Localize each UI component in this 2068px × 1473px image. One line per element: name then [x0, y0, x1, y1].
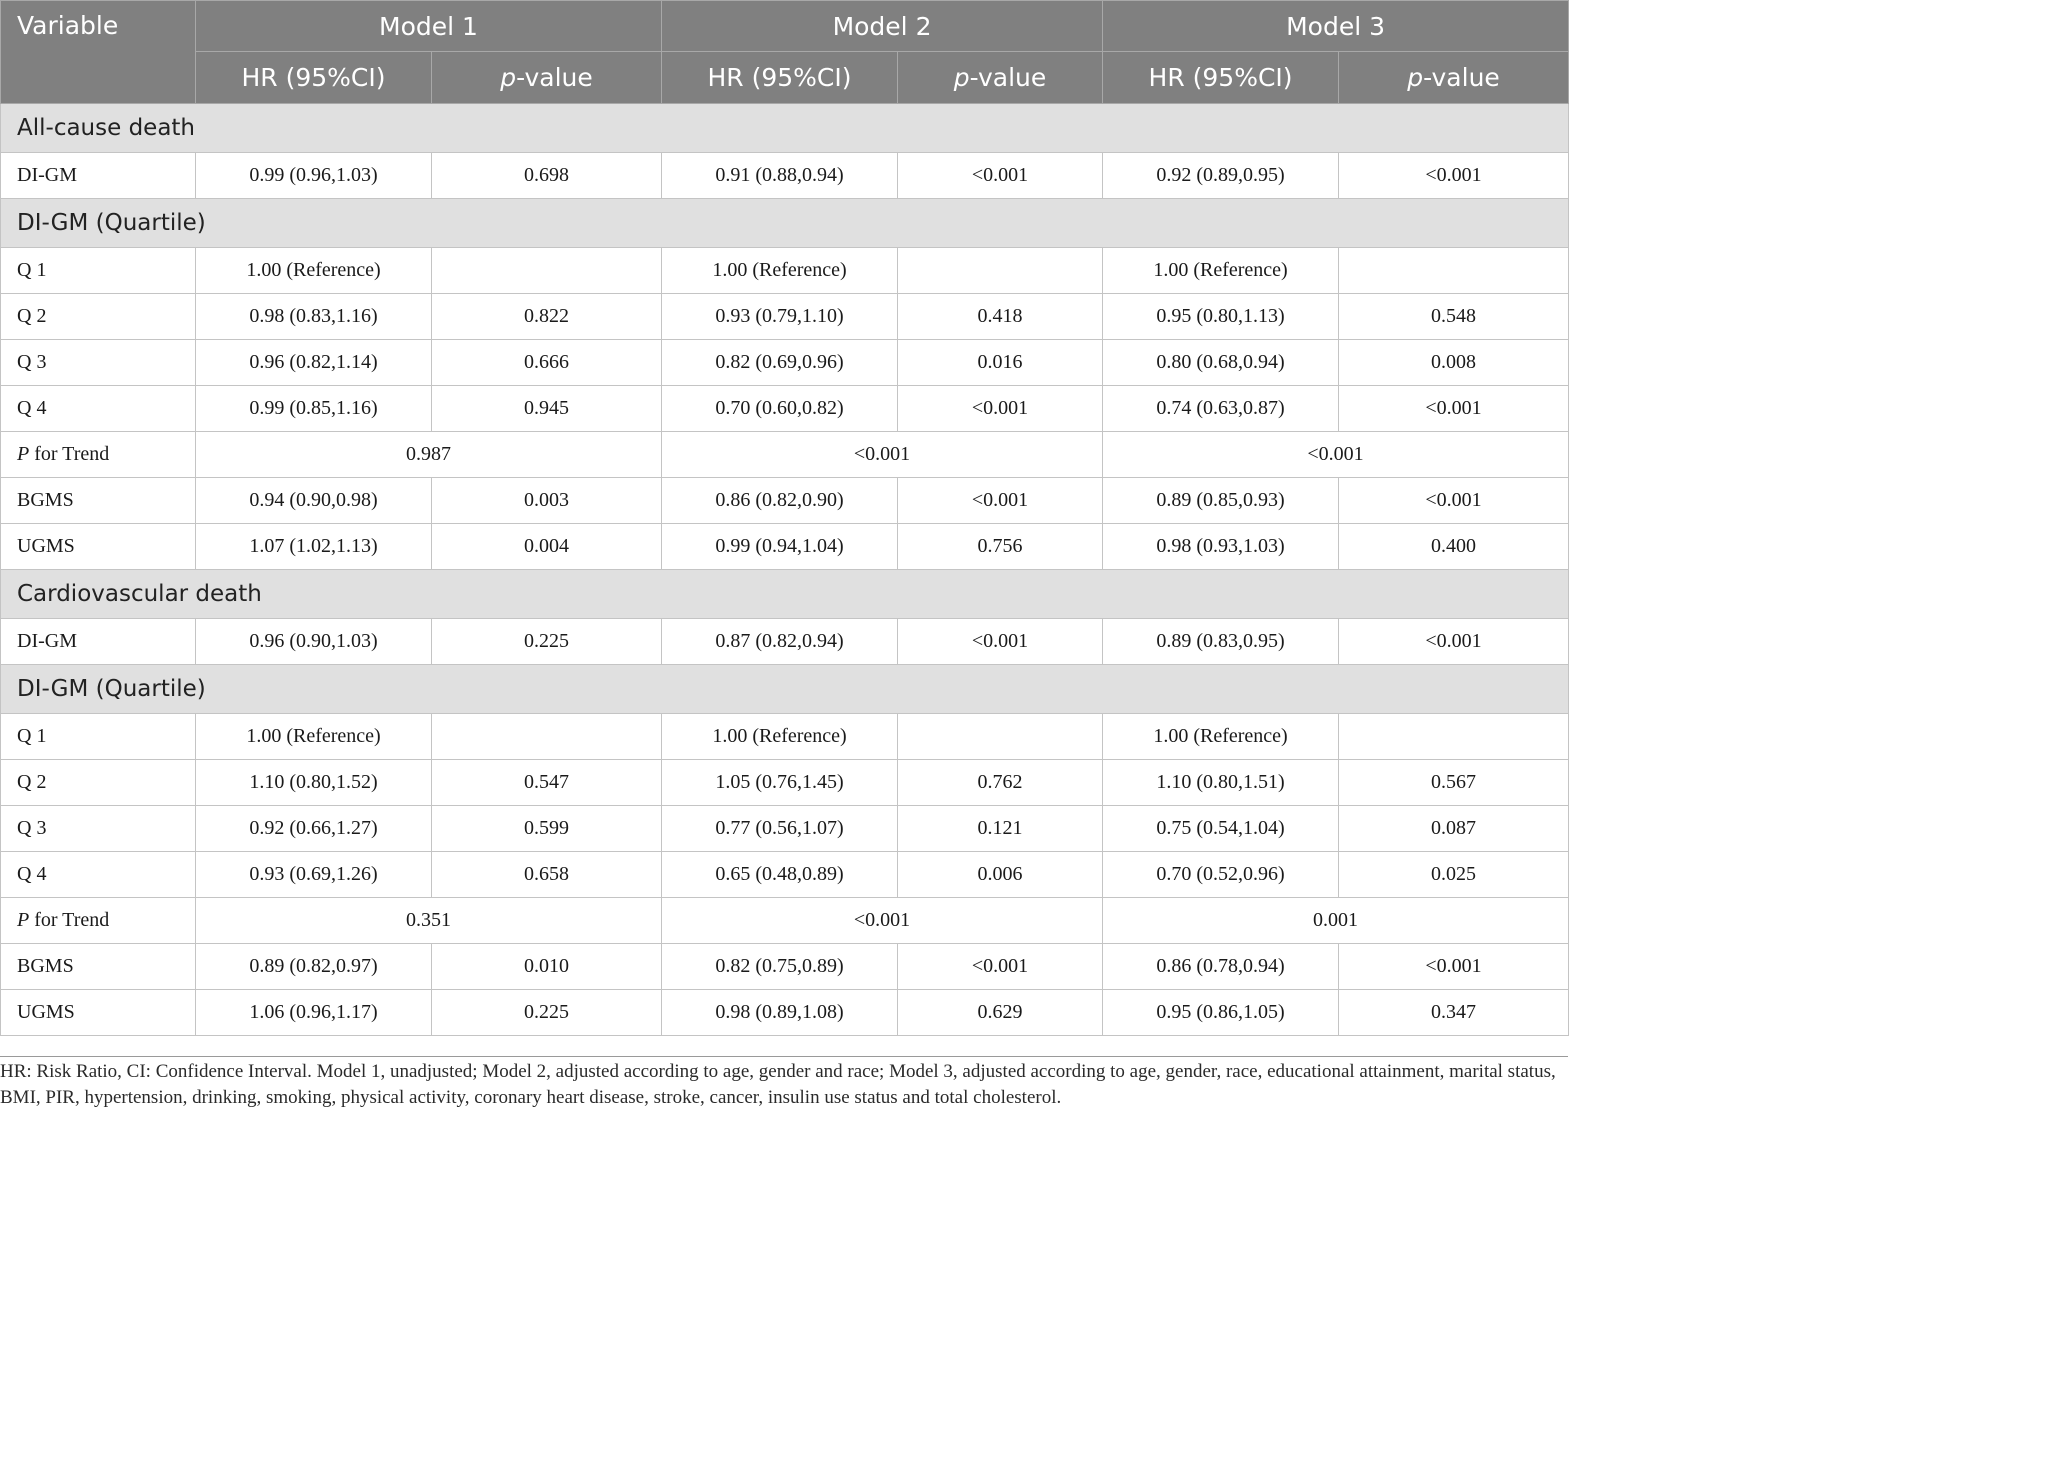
row-label: Q 1 — [1, 714, 196, 760]
p-value-cell: 0.599 — [432, 806, 662, 852]
p-value-header — [432, 52, 662, 104]
p-value-cell: 0.698 — [432, 153, 662, 199]
hr-cell: 0.96 (0.82,1.14) — [196, 340, 432, 386]
table-header — [1, 1, 1569, 104]
row-label: Q 2 — [1, 760, 196, 806]
hr-cell: 1.00 (Reference) — [1103, 714, 1339, 760]
p-value-cell: <0.001 — [1339, 944, 1569, 990]
table-row-digm — [1, 619, 1569, 665]
model-1-header: Model 1 — [196, 1, 662, 52]
model-3-header: Model 3 — [1103, 1, 1569, 52]
hr-cell: 0.95 (0.86,1.05) — [1103, 990, 1339, 1036]
p-value-cell: <0.001 — [898, 386, 1103, 432]
hr-cell: 0.93 (0.69,1.26) — [196, 852, 432, 898]
p-value-cell: 0.008 — [1339, 340, 1569, 386]
hr-cell: 1.06 (0.96,1.17) — [196, 990, 432, 1036]
table-row-quartile — [1, 386, 1569, 432]
hr-cell: 0.86 (0.78,0.94) — [1103, 944, 1339, 990]
table-footnote: HR: Risk Ratio, CI: Confidence Interval. Model 1, unadjusted; Model 2, adjusted according to age, gender and race; Model 3, adjusted according to age, gender, race, educational attainment, marital status, BMI, PIR, hypertension, drinking, smoking, physical activity, coronary heart disease, stroke, cancer, insulin use status and total cholesterol. — [0, 1056, 1568, 1111]
p-value-cell: 0.658 — [432, 852, 662, 898]
p-value-header — [1339, 52, 1569, 104]
section-title: DI-GM (Quartile) — [1, 665, 1569, 714]
hr-cell: 0.89 (0.82,0.97) — [196, 944, 432, 990]
p-value-cell: <0.001 — [1339, 619, 1569, 665]
trend-p-cell: 0.001 — [1103, 898, 1569, 944]
p-italic: p — [1407, 63, 1424, 92]
table-row-quartile — [1, 294, 1569, 340]
hr-header: HR (95%CI) — [1103, 52, 1339, 104]
table-row-trend — [1, 898, 1569, 944]
hr-cell: 0.99 (0.96,1.03) — [196, 153, 432, 199]
table-row-quartile — [1, 248, 1569, 294]
p-value-cell: 0.225 — [432, 619, 662, 665]
hr-cell: 0.74 (0.63,0.87) — [1103, 386, 1339, 432]
trend-label-rest: for Trend — [29, 909, 110, 931]
p-rest: -value — [1423, 63, 1500, 92]
hr-cell: 0.99 (0.85,1.16) — [196, 386, 432, 432]
hr-cell: 0.94 (0.90,0.98) — [196, 478, 432, 524]
hr-cell: 0.80 (0.68,0.94) — [1103, 340, 1339, 386]
p-value-cell: <0.001 — [898, 944, 1103, 990]
hr-cell: 0.98 (0.93,1.03) — [1103, 524, 1339, 570]
p-value-cell: 0.003 — [432, 478, 662, 524]
p-value-cell: 0.567 — [1339, 760, 1569, 806]
table-row-digm — [1, 153, 1569, 199]
row-label: DI-GM — [1, 153, 196, 199]
trend-p-cell: <0.001 — [662, 898, 1103, 944]
model-2-header: Model 2 — [662, 1, 1103, 52]
p-value-cell: <0.001 — [1339, 386, 1569, 432]
row-label: UGMS — [1, 990, 196, 1036]
row-label: Q 1 — [1, 248, 196, 294]
hr-cell: 1.00 (Reference) — [196, 248, 432, 294]
trend-p-cell: <0.001 — [662, 432, 1103, 478]
hr-cell: 0.82 (0.75,0.89) — [662, 944, 898, 990]
p-value-header — [898, 52, 1103, 104]
hr-cell: 0.87 (0.82,0.94) — [662, 619, 898, 665]
hr-cell: 0.89 (0.83,0.95) — [1103, 619, 1339, 665]
table-row-quartile — [1, 760, 1569, 806]
trend-p-cell: 0.351 — [196, 898, 662, 944]
hr-cell: 0.98 (0.89,1.08) — [662, 990, 898, 1036]
p-value-cell: 0.347 — [1339, 990, 1569, 1036]
p-value-cell: 0.548 — [1339, 294, 1569, 340]
hr-cell: 0.98 (0.83,1.16) — [196, 294, 432, 340]
row-label: Q 4 — [1, 386, 196, 432]
row-label: Q 4 — [1, 852, 196, 898]
p-value-cell: 0.400 — [1339, 524, 1569, 570]
hr-cell: 1.05 (0.76,1.45) — [662, 760, 898, 806]
p-value-cell: 0.945 — [432, 386, 662, 432]
hr-cell: 1.00 (Reference) — [196, 714, 432, 760]
hr-cell: 0.86 (0.82,0.90) — [662, 478, 898, 524]
hr-cell: 0.92 (0.89,0.95) — [1103, 153, 1339, 199]
hr-cell: 0.91 (0.88,0.94) — [662, 153, 898, 199]
section-header — [1, 570, 1569, 619]
table-row-bgms — [1, 478, 1569, 524]
p-value-cell: <0.001 — [1339, 153, 1569, 199]
hr-cell: 0.75 (0.54,1.04) — [1103, 806, 1339, 852]
p-value-cell: <0.001 — [898, 153, 1103, 199]
p-value-cell — [898, 248, 1103, 294]
p-value-cell: 0.010 — [432, 944, 662, 990]
p-value-cell: 0.762 — [898, 760, 1103, 806]
p-value-cell: 0.418 — [898, 294, 1103, 340]
p-value-cell — [432, 714, 662, 760]
row-label — [1, 898, 196, 944]
hr-cell: 0.82 (0.69,0.96) — [662, 340, 898, 386]
p-value-cell — [432, 248, 662, 294]
subsection-header — [1, 199, 1569, 248]
hr-cell: 0.92 (0.66,1.27) — [196, 806, 432, 852]
p-value-cell — [898, 714, 1103, 760]
hr-cell: 1.10 (0.80,1.51) — [1103, 760, 1339, 806]
table-row-bgms — [1, 944, 1569, 990]
hr-cell: 1.00 (Reference) — [662, 248, 898, 294]
hr-cell: 1.07 (1.02,1.13) — [196, 524, 432, 570]
p-italic: P — [17, 909, 30, 931]
table-row-quartile — [1, 852, 1569, 898]
row-label: BGMS — [1, 478, 196, 524]
hr-cell: 1.00 (Reference) — [1103, 248, 1339, 294]
p-rest: -value — [516, 63, 593, 92]
table-row-trend — [1, 432, 1569, 478]
p-value-cell: 0.025 — [1339, 852, 1569, 898]
trend-p-cell: <0.001 — [1103, 432, 1569, 478]
hr-cell: 0.70 (0.60,0.82) — [662, 386, 898, 432]
p-value-cell: 0.666 — [432, 340, 662, 386]
table-row-quartile — [1, 714, 1569, 760]
p-value-cell: 0.547 — [432, 760, 662, 806]
p-value-cell: 0.121 — [898, 806, 1103, 852]
p-value-cell: 0.016 — [898, 340, 1103, 386]
row-label: BGMS — [1, 944, 196, 990]
hr-cell: 0.65 (0.48,0.89) — [662, 852, 898, 898]
hr-cell: 0.99 (0.94,1.04) — [662, 524, 898, 570]
p-value-cell: 0.822 — [432, 294, 662, 340]
p-value-cell — [1339, 714, 1569, 760]
p-value-cell: 0.087 — [1339, 806, 1569, 852]
section-title: DI-GM (Quartile) — [1, 199, 1569, 248]
hr-header: HR (95%CI) — [662, 52, 898, 104]
variable-header: Variable — [1, 1, 196, 104]
p-italic: p — [953, 63, 970, 92]
p-italic: p — [500, 63, 517, 92]
p-italic: P — [17, 443, 30, 465]
hr-cell: 1.10 (0.80,1.52) — [196, 760, 432, 806]
row-label: Q 3 — [1, 806, 196, 852]
row-label: Q 3 — [1, 340, 196, 386]
hr-cell: 0.95 (0.80,1.13) — [1103, 294, 1339, 340]
hr-header: HR (95%CI) — [196, 52, 432, 104]
section-header — [1, 104, 1569, 153]
row-label: DI-GM — [1, 619, 196, 665]
trend-p-cell: 0.987 — [196, 432, 662, 478]
hr-cell: 0.96 (0.90,1.03) — [196, 619, 432, 665]
section-title: All-cause death — [1, 104, 1569, 153]
row-label — [1, 432, 196, 478]
table-body — [1, 104, 1569, 1036]
section-title: Cardiovascular death — [1, 570, 1569, 619]
p-value-cell: 0.629 — [898, 990, 1103, 1036]
hr-cell: 0.70 (0.52,0.96) — [1103, 852, 1339, 898]
p-value-cell: 0.756 — [898, 524, 1103, 570]
row-label: Q 2 — [1, 294, 196, 340]
p-value-cell: 0.225 — [432, 990, 662, 1036]
p-value-cell: 0.006 — [898, 852, 1103, 898]
hr-cell: 0.89 (0.85,0.93) — [1103, 478, 1339, 524]
table-row-quartile — [1, 806, 1569, 852]
p-value-cell: <0.001 — [898, 478, 1103, 524]
trend-label-rest: for Trend — [29, 443, 110, 465]
hr-cell: 0.93 (0.79,1.10) — [662, 294, 898, 340]
hr-cell: 0.77 (0.56,1.07) — [662, 806, 898, 852]
p-rest: -value — [969, 63, 1047, 92]
p-value-cell: 0.004 — [432, 524, 662, 570]
p-value-cell — [1339, 248, 1569, 294]
table-row-ugms — [1, 990, 1569, 1036]
row-label: UGMS — [1, 524, 196, 570]
hr-cell: 1.00 (Reference) — [662, 714, 898, 760]
table-row-ugms — [1, 524, 1569, 570]
subsection-header — [1, 665, 1569, 714]
p-value-cell: <0.001 — [1339, 478, 1569, 524]
table-row-quartile — [1, 340, 1569, 386]
p-value-cell: <0.001 — [898, 619, 1103, 665]
